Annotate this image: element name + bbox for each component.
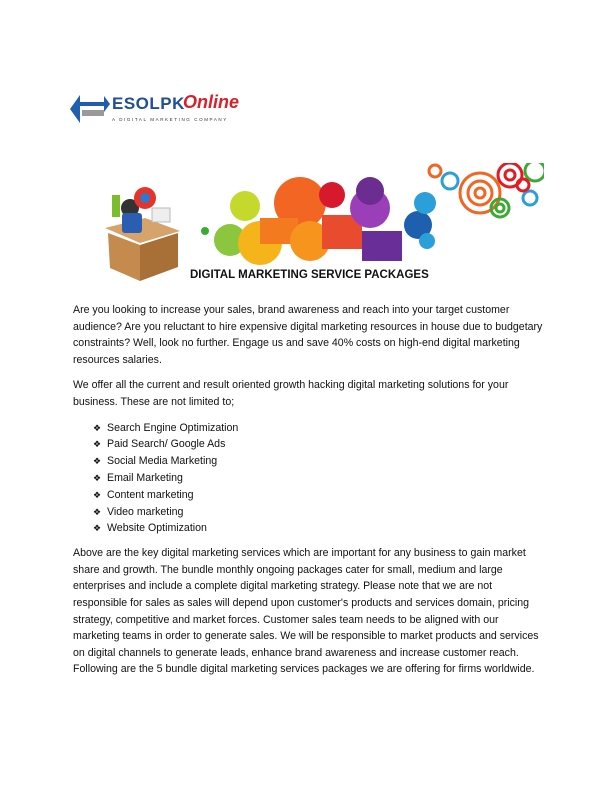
decorative-rings [429, 163, 544, 217]
bullet-icon: ❖ [93, 439, 102, 450]
list-item: ❖ Paid Search/ Google Ads [93, 436, 545, 453]
document-body [73, 302, 545, 687]
company-logo: ESOLPK Online A DIGITAL MARKETING COMPANY [70, 92, 240, 128]
delivery-box-icon [105, 187, 180, 281]
bullet-icon: ❖ [93, 489, 102, 500]
bullet-icon: ❖ [93, 472, 102, 483]
services-list [73, 420, 545, 538]
bullet-icon: ❖ [93, 506, 102, 517]
arrow-logo-icon [70, 92, 110, 126]
list-item: ❖ Social Media Marketing [93, 453, 545, 470]
marketing-icons-cloud [201, 177, 436, 265]
list-item: ❖ Website Optimization [93, 520, 545, 537]
intro-paragraph: Are you looking to increase your sales, brand awareness and reach into your target customer audience? Are you reluctant to hire expensive digital marketing resources in house due to budgetary constraints? Well, look no further. Engage us and save 40% costs on high-end digital marketing resources salaries. [73, 304, 543, 366]
bullet-icon: ❖ [93, 523, 102, 534]
list-item: ❖ Content marketing [93, 487, 545, 504]
list-item: ❖ Video marketing [93, 504, 545, 521]
banner-title: DIGITAL MARKETING SERVICE PACKAGES [190, 269, 429, 281]
packages-paragraph: Above are the key digital marketing services which are important for any business to gain market share and growth. The bundle monthly ongoing packages cater for small, medium and large enterprises and include a complete digital marketing strategy. Please note that we are not responsible for sales as sales will depend upon customer's products and services domain, pricing strategy, competitive and market forces. Customer sales team needs to be aligned with our marketing teams in order to generate sales. We will be responsible to market products and services on digital channels to generate leads, enhance brand awareness and increase customer reach. Following are the 5 bundle digital marketing services packages we are offering for firms worldwide. [73, 547, 539, 676]
bullet-icon: ❖ [93, 456, 102, 467]
list-item: ❖ Search Engine Optimization [93, 420, 545, 437]
bullet-icon: ❖ [93, 422, 102, 433]
list-item: ❖ Email Marketing [93, 470, 545, 487]
offer-paragraph: We offer all the current and result oriented growth hacking digital marketing solutions for your business. These are not limited to; [73, 379, 509, 408]
